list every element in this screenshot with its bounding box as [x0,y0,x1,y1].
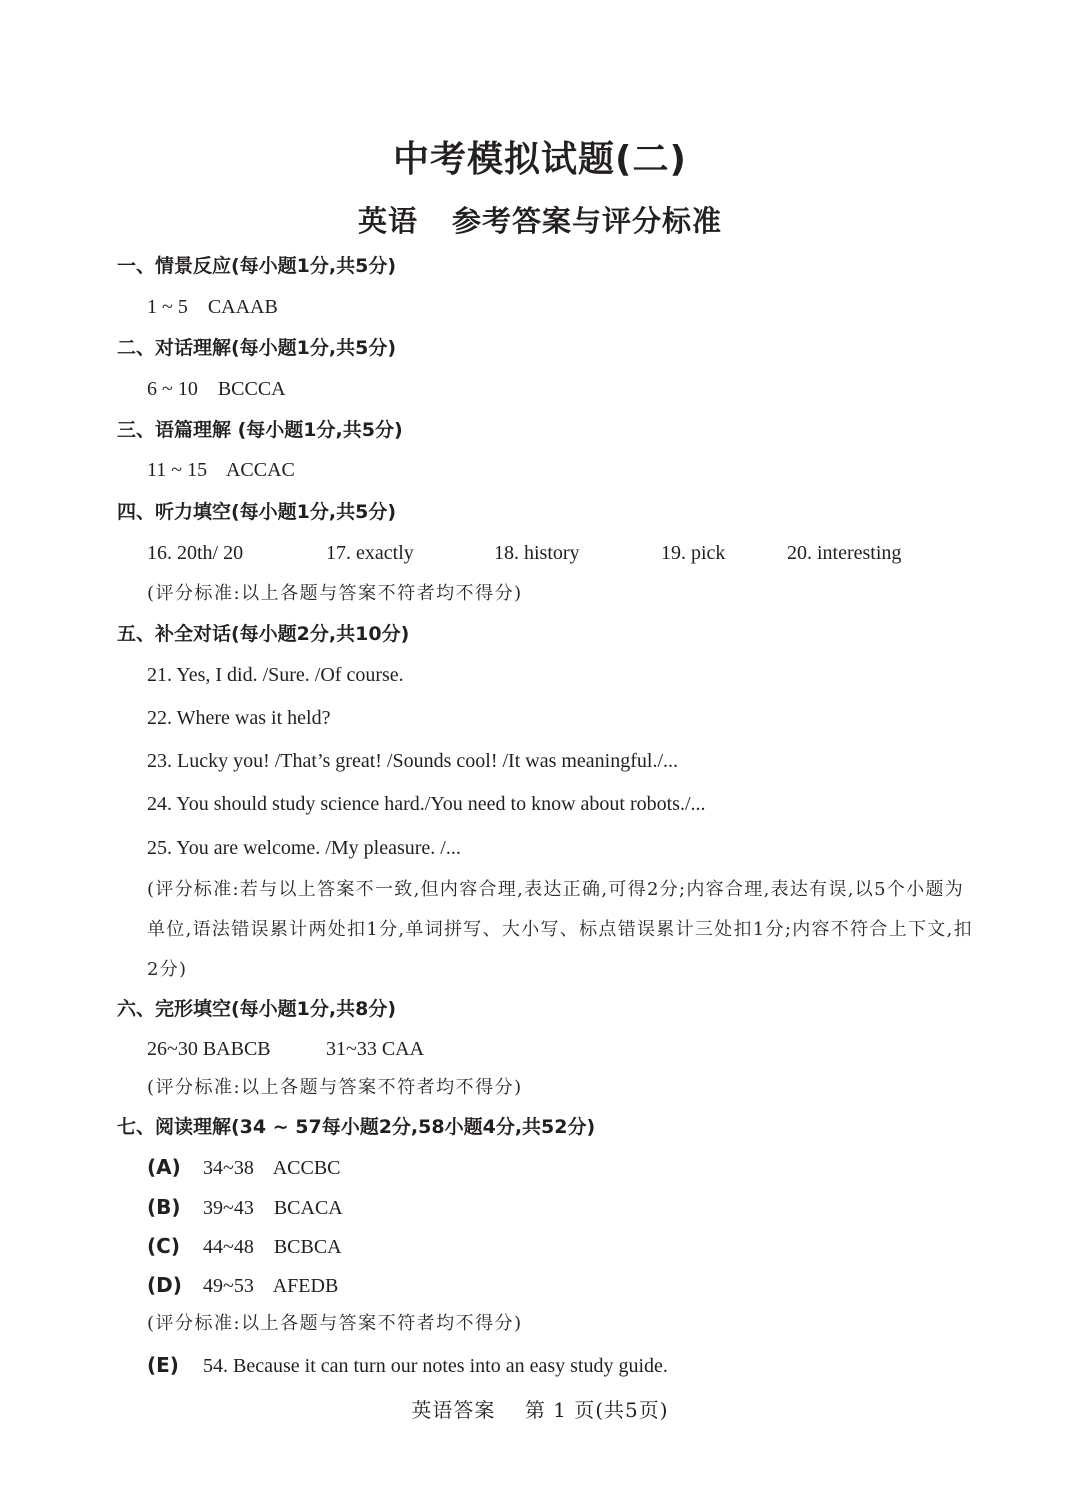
part-d-label: (D) [147,1273,182,1297]
part-e-label: (E) [147,1353,179,1377]
page-subtitle [0,198,1080,244]
section-2-answer: 6 ~ 10 BCCCA [147,378,286,400]
section-5-heading: 五、补全对话(每小题2分,共10分) [117,623,410,645]
section-5-scoring-note: (评分标准:若与以上答案不一致,但内容合理,表达正确,可得2分;内容合理,表达有误,以5个小题为单位,语法错误累计两处扣1分,单词拼写、大小写、标点错误累计三处扣1分;内容不符合上下文,扣2分) [147,879,973,980]
section-4-answer-row [0,539,1080,567]
section-3-heading: 三、语篇理解 (每小题1分,共5分) [117,419,403,441]
part-b-label: (B) [147,1195,181,1219]
answer-25: 25. You are welcome. /My pleasure. /... [147,837,461,859]
answer-17: 17. exactly [326,542,414,564]
answer-31-33: 31~33 CAA [326,1038,425,1060]
part-d-text: 49~53 AFEDB [203,1275,339,1297]
answer-18: 18. history [494,542,580,564]
subtitle-text: 参考答案与评分标准 [452,204,723,238]
answer-22: 22. Where was it held? [147,707,331,729]
part-a-answers [147,1153,341,1182]
part-d-answers [147,1271,338,1300]
part-a-label: (A) [147,1155,181,1179]
section-6-heading: 六、完形填空(每小题1分,共8分) [117,998,397,1020]
answer-23: 23. Lucky you! /That’s great! /Sounds cool! /It was meaningful./... [147,750,679,772]
section-7-heading: 七、阅读理解(34 ~ 57每小题2分,58小题4分,共52分) [117,1116,596,1138]
section-7-scoring-note: (评分标准:以上各题与答案不符者均不得分) [147,1313,523,1334]
section-1-answer: 1 ~ 5 CAAAB [147,296,278,318]
part-b-answers [147,1193,343,1222]
subject-label: 英语 [357,204,418,238]
page-title: 中考模拟试题(二) [393,139,687,180]
part-c-label: (C) [147,1234,180,1258]
section-1-heading: 一、情景反应(每小题1分,共5分) [117,255,397,277]
answer-16: 16. 20th/ 20 [147,542,244,564]
part-b-text: 39~43 BCACA [203,1197,343,1219]
part-c-text: 44~48 BCBCA [203,1236,342,1258]
section-3-answer: 11 ~ 15 ACCAC [147,459,295,481]
answer-19: 19. pick [661,542,726,564]
answer-24: 24. You should study science hard./You need to know about robots./... [147,793,706,815]
answer-21: 21. Yes, I did. /Sure. /Of course. [147,664,404,686]
section-6-scoring-note: (评分标准:以上各题与答案不符者均不得分) [147,1077,523,1098]
section-4-heading: 四、听力填空(每小题1分,共5分) [117,501,397,523]
part-a-text: 34~38 ACCBC [203,1157,341,1179]
part-e-text: 54. Because it can turn our notes into an easy study guide. [203,1355,668,1377]
part-c-answers [147,1232,342,1261]
page-footer: 英语答案 第 1 页(共5页) [411,1398,669,1422]
part-e-answer [147,1351,668,1380]
section-2-heading: 二、对话理解(每小题1分,共5分) [117,337,397,359]
answer-26-30: 26~30 BABCB [147,1038,271,1060]
section-6-answer-row [0,1035,1080,1063]
section-4-scoring-note: (评分标准:以上各题与答案不符者均不得分) [147,583,523,604]
answer-20: 20. interesting [787,542,902,564]
